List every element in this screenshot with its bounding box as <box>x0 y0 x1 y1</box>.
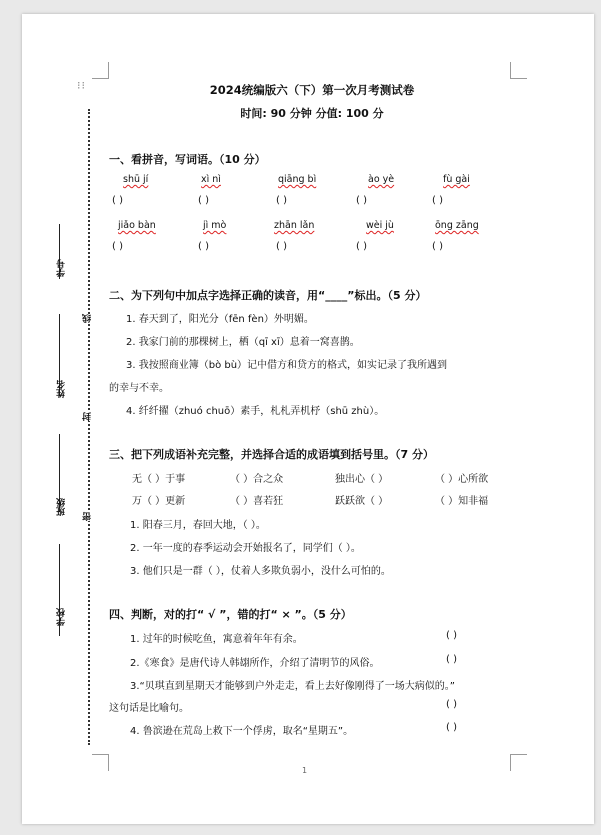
school-label: 学校 <box>57 608 67 626</box>
idiom-blank[interactable]: （ ）合之众 <box>230 474 284 485</box>
pinyin-4: ào yè <box>368 174 395 185</box>
pinyin-9: wèi jù <box>366 220 394 231</box>
pinyin-6: jiǎo bàn <box>118 220 156 231</box>
section2-item-3-cont: 的幸与不幸。 <box>109 383 169 394</box>
section4-item-2: 2.《寒食》是唐代诗人韩翃所作，介绍了清明节的风俗。 <box>130 658 380 669</box>
answer-blank[interactable]: ( ) <box>112 195 123 206</box>
crop-mark-bottom-left <box>92 754 109 771</box>
exam-subtitle: 时间: 90 分钟 分值: 100 分 <box>240 107 384 120</box>
section2-item-4: 4. 纤纤擢（zhuó chuō）素手，札札弄机杼（shū zhù）。 <box>126 406 385 417</box>
seal-mark-feng: 封 <box>83 412 93 421</box>
crop-mark-top-left <box>92 62 109 79</box>
answer-blank[interactable]: ( ) <box>112 241 123 252</box>
pinyin-2: xì nì <box>201 174 221 185</box>
drag-handle-icon[interactable]: ⁝⁝ <box>77 79 86 92</box>
seal-mark-mi: 密 <box>83 512 93 521</box>
idiom-blank[interactable]: 独出心（ ） <box>335 474 389 485</box>
crop-mark-bottom-right <box>510 754 527 771</box>
section1-heading: 一、看拼音，写词语。（10 分） <box>109 153 266 166</box>
answer-blank[interactable]: ( ) <box>276 195 287 206</box>
judge-blank[interactable]: ( ) <box>446 630 457 641</box>
crop-mark-top-right <box>510 62 527 79</box>
pinyin-3: qiāng bì <box>278 174 317 185</box>
answer-blank[interactable]: ( ) <box>198 195 209 206</box>
seal-mark-xian: 线 <box>83 314 93 323</box>
idiom-blank[interactable]: （ ）知非福 <box>435 496 489 507</box>
page-number: 1 <box>302 766 308 775</box>
class-label: 班级 <box>57 498 67 516</box>
idiom-blank[interactable]: 无（ ）于事 <box>132 474 186 485</box>
section3-item-1: 1. 阳春三月，春回大地，（ ）。 <box>130 520 266 531</box>
idiom-blank[interactable]: （ ）心所欲 <box>435 474 489 485</box>
answer-blank[interactable]: ( ) <box>356 195 367 206</box>
judge-blank[interactable]: ( ) <box>446 722 457 733</box>
pinyin-10: ōng zāng <box>435 220 479 231</box>
pinyin-5: fù gài <box>443 174 470 185</box>
answer-blank[interactable]: ( ) <box>432 241 443 252</box>
section3-item-2: 2. 一年一度的春季运动会开始报名了，同学们（ ）。 <box>130 543 361 554</box>
binding-dotted-line <box>88 109 90 745</box>
exam-title: 2024统编版六（下）第一次月考测试卷 <box>209 83 415 97</box>
answer-blank[interactable]: ( ) <box>432 195 443 206</box>
document-page <box>22 14 594 824</box>
section4-item-1: 1. 过年的时候吃鱼，寓意着年年有余。 <box>130 634 303 645</box>
pinyin-8: zhān lǎn <box>274 220 315 231</box>
idiom-blank[interactable]: （ ）喜若狂 <box>230 496 284 507</box>
answer-blank[interactable]: ( ) <box>356 241 367 252</box>
section3-heading: 三、把下列成语补充完整，并选择合适的成语填到括号里。（7 分） <box>109 448 434 461</box>
idiom-blank[interactable]: 万（ ）更新 <box>132 496 186 507</box>
section4-heading: 四、判断，对的打“ √ ”，错的打“ × ”。（5 分） <box>109 608 352 621</box>
section3-item-3: 3. 他们只是一群（ ），仗着人多欺负弱小，没什么可怕的。 <box>130 566 391 577</box>
pinyin-1: shū jí <box>123 174 149 185</box>
judge-blank[interactable]: ( ) <box>446 654 457 665</box>
judge-blank[interactable]: ( ) <box>446 699 457 710</box>
idiom-blank[interactable]: 跃跃欲（ ） <box>335 496 389 507</box>
answer-blank[interactable]: ( ) <box>276 241 287 252</box>
section4-item-3-cont: 这句话是比喻句。 <box>109 703 189 714</box>
name-label: 姓名 <box>57 380 67 398</box>
section2-item-2: 2. 我家门前的那棵树上，栖（qī xī）息着一窝喜鹊。 <box>126 337 360 348</box>
section2-heading: 二、为下列句中加点字选择正确的读音，用“____”标出。（5 分） <box>109 289 427 302</box>
section2-item-1: 1. 春天到了，阳光分（fēn fèn）外明媚。 <box>126 314 314 325</box>
student-id-label: 学号 <box>57 259 67 277</box>
section4-item-4: 4. 鲁滨逊在荒岛上救下一个俘虏，取名“星期五”。 <box>130 726 354 737</box>
section4-item-3: 3.“贝琪直到星期天才能够到户外走走，看上去好像刚得了一场大病似的。” <box>130 681 455 692</box>
answer-blank[interactable]: ( ) <box>198 241 209 252</box>
pinyin-7: jì mò <box>203 220 227 231</box>
section2-item-3: 3. 我按照商业簿（bò bù）记中借方和贷方的格式，如实记录了我所遇到 <box>126 360 448 371</box>
